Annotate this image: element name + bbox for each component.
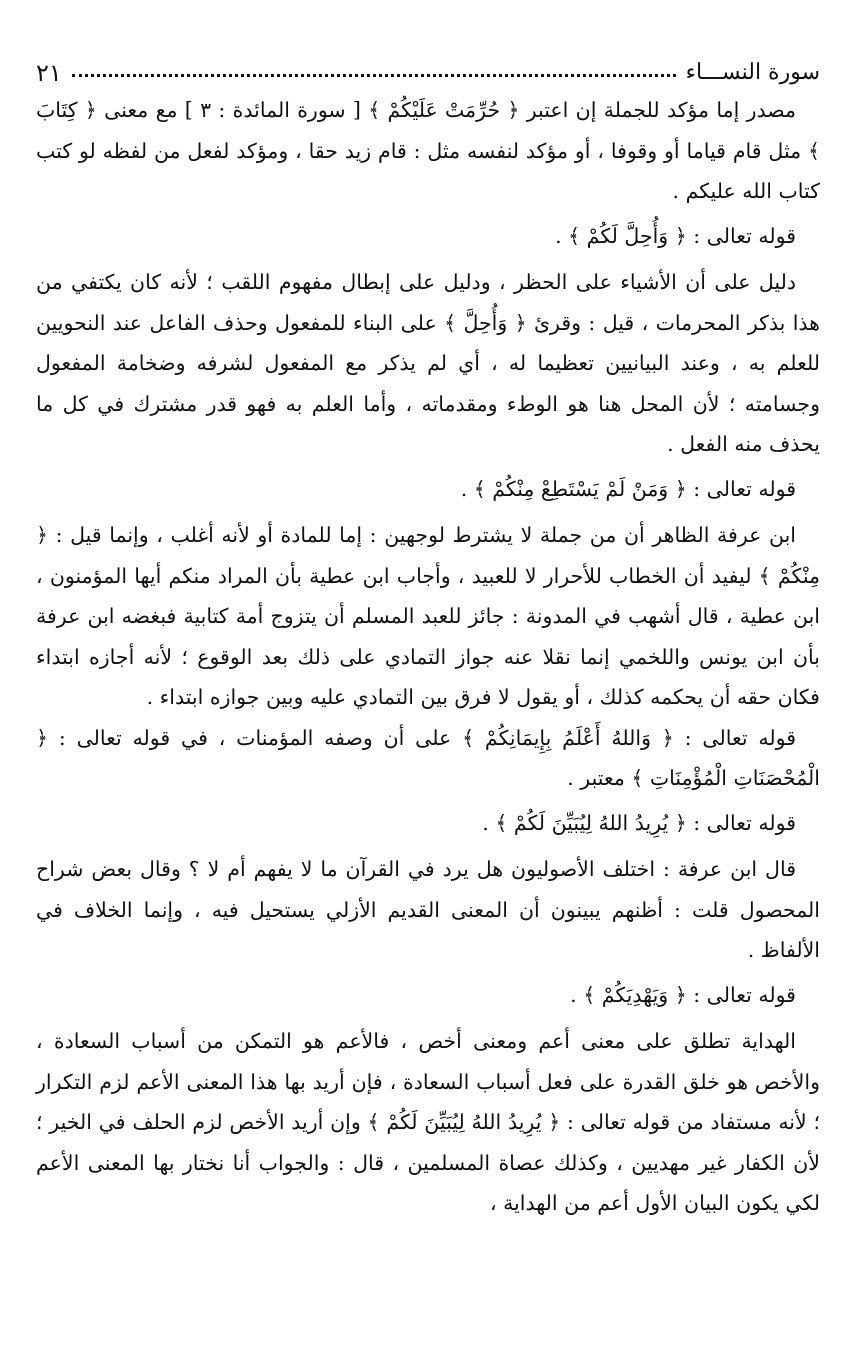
verse-heading: قوله تعالى : ﴿ وَمَنْ لَمْ يَسْتَطِعْ مِنْكُمْ ﴾ .	[460, 476, 796, 501]
surah-title: سورة النســـاء	[685, 60, 820, 85]
page-number: ٢١	[36, 59, 62, 87]
verse-heading: قوله تعالى : ﴿ وَأُحِلَّ لَكُمْ ﴾ .	[555, 223, 796, 248]
verse-heading: قوله تعالى : ﴿ يُرِيدُ اللهُ لِيُبَيِّنَ لَكُمْ ﴾ .	[482, 810, 796, 835]
header-dotted-leader	[72, 70, 676, 77]
paragraph: دليل على أن الأشياء على الحظر ، ودليل على إبطال مفهوم اللقب ؛ لأنه كان يكتفي من هذا بذكر المحرمات ، قيل : وقرئ ﴿ وَأُحِلَّ ﴾ على البناء للمفعول وحذف الفاعل عند النحويين للعلم به ، وعند البيانيين تعظيما له ، أي لم يذكر مع المفعول لشرفه وضخامة المفعول وجسامته ؛ لأن المحل هنا هو الوطء ومقدماته ، وأما العلم به فهو قدر مشترك في كل ما يحذف منه الفعل .	[36, 270, 820, 456]
page-body	[36, 90, 820, 1224]
paragraph: مصدر إما مؤكد للجملة إن اعتبر ﴿ حُرِّمَتْ عَلَيْكُمْ ﴾ [ سورة المائدة : ٣ ] مع معنى ﴿ كِتَابَ ﴾ مثل قام قياما أو وقوفا ، أو مؤكد لنفسه مثل : قام زيد حقا ، ومؤكد لفعل من لفظه لو كتب كتاب الله عليكم .	[36, 98, 820, 203]
paragraph: قال ابن عرفة : اختلف الأصوليون هل يرد في القرآن ما لا يفهم أم لا ؟ وقال بعض شراح المحصول قلت : أظنهم يبينون أن المعنى القديم الأزلي يستحيل فيه ، وإنما الخلاف في الألفاظ .	[36, 857, 820, 962]
paragraph: الهداية تطلق على معنى أعم ومعنى أخص ، فالأعم هو التمكن من أسباب السعادة ، والأخص هو خلق القدرة على فعل أسباب السعادة ، فإن أريد بها هذا المعنى الأعم لزم التكرار ؛ لأنه مستفاد من قوله تعالى : ﴿ يُرِيدُ اللهُ لِيُبَيِّنَ لَكُمْ ﴾ وإن أريد الأخص لزم الحلف في الخير ؛ لأن الكفار غير مهديين ، وكذلك عصاة المسلمين ، قال : والجواب أنا نختار بها المعنى الأعم لكي يكون البيان الأول أعم من الهداية ،	[36, 1029, 820, 1215]
running-header	[36, 56, 820, 90]
paragraph: قوله تعالى : ﴿ وَاللهُ أَعْلَمُ بِإِيمَانِكُمْ ﴾ على أن وصفه المؤمنات ، في قوله تعالى : ﴿ الْمُحْصَنَاتِ الْمُؤْمِنَاتِ ﴾ معتبر .	[36, 725, 820, 790]
paragraph: ابن عرفة الظاهر أن من جملة لا يشترط لوجهين : إما للمادة أو لأنه أغلب ، وإنما قيل : ﴿ مِنْكُمْ ﴾ ليفيد أن الخطاب للأحرار لا للعبيد ، وأجاب ابن عطية بأن المراد منكم أيها المؤمنون ، ابن عطية ، قال أشهب في المدونة : جائز للعبد المسلم أن يتزوج أمة كتابية فبغضه ابن عرفة بأن ابن يونس واللخمي إنما نقلا عنه جواز التمادي على ذلك بعد الوقوع ؛ لأنه أجازه ابتداء فكان حقه أن يحكمه كذلك ، أو يقول لا فرق بين التمادي عليه وبين جوازه ابتداء .	[36, 523, 820, 709]
verse-heading: قوله تعالى : ﴿ وَيَهْدِيَكُمْ ﴾ .	[570, 982, 796, 1007]
book-page	[36, 56, 820, 1224]
